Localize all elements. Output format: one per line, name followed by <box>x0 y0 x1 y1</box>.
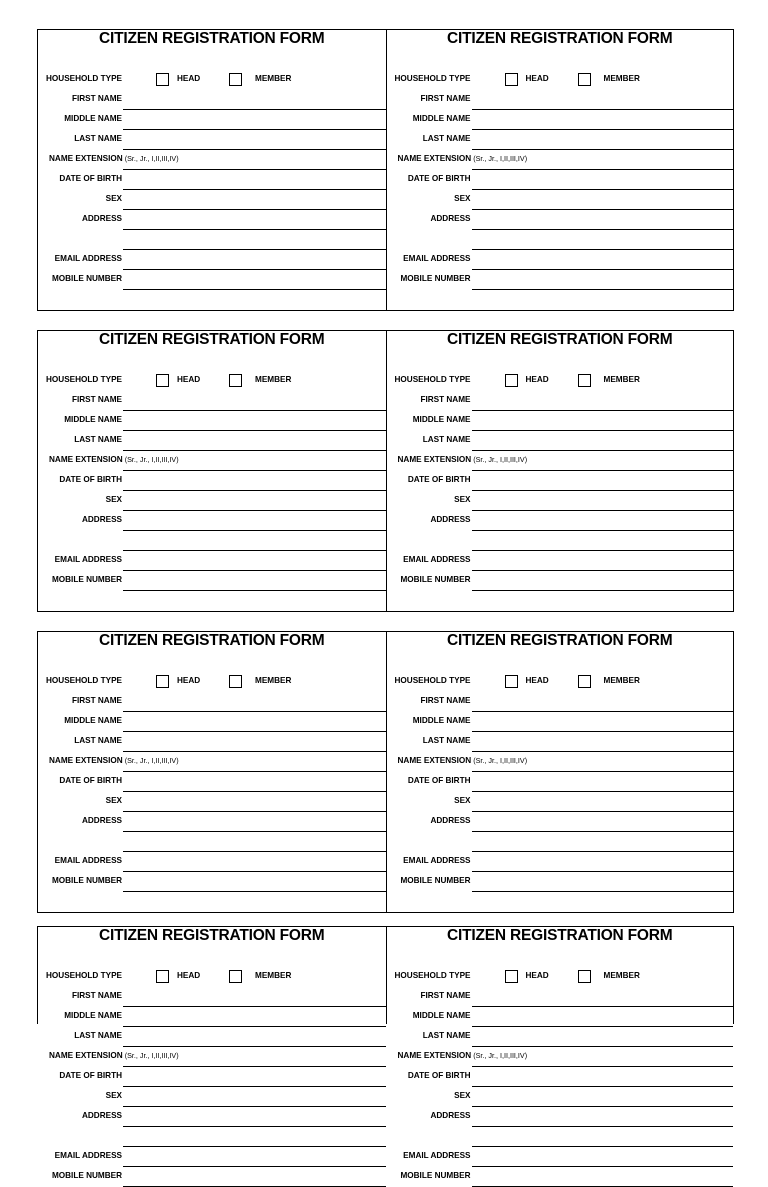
middle-name-label: MIDDLE NAME <box>64 114 122 123</box>
first-name-field[interactable] <box>123 410 386 411</box>
middle-name-field[interactable] <box>472 430 734 431</box>
sex-label: SEX <box>454 796 471 805</box>
last-name-field[interactable] <box>123 450 386 451</box>
date-of-birth-field[interactable] <box>123 1086 386 1087</box>
form-title: CITIZEN REGISTRATION FORM <box>99 927 325 944</box>
name-extension-field[interactable] <box>123 169 386 170</box>
first-name-label: FIRST NAME <box>420 94 471 103</box>
mobile-number-label: MOBILE NUMBER <box>51 274 122 283</box>
mobile-number-label: MOBILE NUMBER <box>51 575 122 584</box>
first-name-label: FIRST NAME <box>71 991 122 1000</box>
form-title: CITIZEN REGISTRATION FORM <box>99 331 325 348</box>
name-extension-text: NAME EXTENSION <box>397 1051 472 1060</box>
form-row-3 <box>37 631 734 913</box>
form-title: CITIZEN REGISTRATION FORM <box>99 632 325 649</box>
date-of-birth-field[interactable] <box>472 490 734 491</box>
sex-field[interactable] <box>123 209 386 210</box>
first-name-label: FIRST NAME <box>420 991 471 1000</box>
head-checkbox[interactable] <box>505 374 518 387</box>
member-option-label: MEMBER <box>255 971 292 980</box>
first-name-label: FIRST NAME <box>71 696 122 705</box>
last-name-label: LAST NAME <box>74 134 122 143</box>
address-label: ADDRESS <box>430 515 471 524</box>
address-field-line-1[interactable] <box>123 831 386 832</box>
middle-name-field[interactable] <box>472 731 734 732</box>
name-extension-hint: (Sr., Jr., I,II,III,IV) <box>473 455 528 464</box>
middle-name-label: MIDDLE NAME <box>412 114 471 123</box>
sex-label: SEX <box>105 1091 122 1100</box>
last-name-label: LAST NAME <box>422 736 471 745</box>
sex-field[interactable] <box>123 510 386 511</box>
email-address-label: EMAIL ADDRESS <box>403 555 471 564</box>
middle-name-field[interactable] <box>472 129 734 130</box>
member-checkbox[interactable] <box>229 675 242 688</box>
last-name-field[interactable] <box>472 1046 734 1047</box>
name-extension-field[interactable] <box>123 771 386 772</box>
mobile-number-field[interactable] <box>472 590 734 591</box>
date-of-birth-label: DATE OF BIRTH <box>59 174 122 183</box>
form-title: CITIZEN REGISTRATION FORM <box>447 632 673 649</box>
address-label: ADDRESS <box>430 1111 471 1120</box>
address-field-line-2[interactable] <box>123 1146 386 1147</box>
head-option-label: HEAD <box>525 375 549 384</box>
head-option-label: HEAD <box>177 74 201 83</box>
address-field-line-1[interactable] <box>472 831 734 832</box>
head-checkbox[interactable] <box>505 675 518 688</box>
email-address-field[interactable] <box>123 570 386 571</box>
middle-name-label: MIDDLE NAME <box>412 716 471 725</box>
household-type-label: HOUSEHOLD TYPE <box>46 971 122 980</box>
address-field-line-2[interactable] <box>472 851 734 852</box>
middle-name-field[interactable] <box>472 1026 734 1027</box>
household-type-label: HOUSEHOLD TYPE <box>46 74 122 83</box>
member-option-label: MEMBER <box>603 375 640 384</box>
household-type-label: HOUSEHOLD TYPE <box>394 375 471 384</box>
sex-label: SEX <box>105 194 122 203</box>
mobile-number-label: MOBILE NUMBER <box>400 1171 471 1180</box>
date-of-birth-field[interactable] <box>123 791 386 792</box>
registration-form-card <box>386 331 734 611</box>
form-title: CITIZEN REGISTRATION FORM <box>447 927 673 944</box>
last-name-label: LAST NAME <box>74 435 122 444</box>
email-address-label: EMAIL ADDRESS <box>403 856 471 865</box>
email-address-field[interactable] <box>472 570 734 571</box>
address-field-line-1[interactable] <box>123 530 386 531</box>
mobile-number-field[interactable] <box>123 289 386 290</box>
head-option-label: HEAD <box>525 74 549 83</box>
name-extension-hint: (Sr., Jr., I,II,III,IV) <box>473 1051 528 1060</box>
middle-name-label: MIDDLE NAME <box>412 1011 471 1020</box>
name-extension-hint: (Sr., Jr., I,II,III,IV) <box>124 756 179 765</box>
head-checkbox[interactable] <box>156 970 169 983</box>
name-extension-text: NAME EXTENSION <box>397 154 472 163</box>
name-extension-field[interactable] <box>123 1066 386 1067</box>
last-name-field[interactable] <box>123 149 386 150</box>
head-checkbox[interactable] <box>156 73 169 86</box>
sex-label: SEX <box>105 495 122 504</box>
name-extension-hint: (Sr., Jr., I,II,III,IV) <box>473 154 528 163</box>
registration-form-card <box>38 927 386 1180</box>
head-option-label: HEAD <box>177 971 201 980</box>
head-option-label: HEAD <box>525 971 549 980</box>
head-option-label: HEAD <box>525 676 549 685</box>
address-field-line-1[interactable] <box>472 229 734 230</box>
email-address-label: EMAIL ADDRESS <box>403 254 471 263</box>
first-name-field[interactable] <box>123 1006 386 1007</box>
address-field-line-1[interactable] <box>472 1126 734 1127</box>
last-name-label: LAST NAME <box>422 435 471 444</box>
mobile-number-label: MOBILE NUMBER <box>400 876 471 885</box>
name-extension-hint: (Sr., Jr., I,II,III,IV) <box>124 154 179 163</box>
first-name-label: FIRST NAME <box>71 94 122 103</box>
date-of-birth-field[interactable] <box>123 189 386 190</box>
date-of-birth-label: DATE OF BIRTH <box>407 776 471 785</box>
date-of-birth-field[interactable] <box>472 1086 734 1087</box>
form-row-4 <box>37 926 734 1180</box>
registration-form-card <box>386 927 734 1180</box>
registration-form-card <box>38 30 386 310</box>
email-address-field[interactable] <box>123 1166 386 1167</box>
name-extension-label <box>49 154 179 164</box>
registration-form-card <box>386 30 734 310</box>
member-checkbox[interactable] <box>578 73 591 86</box>
name-extension-text: NAME EXTENSION <box>49 455 123 464</box>
head-checkbox[interactable] <box>156 374 169 387</box>
email-address-field[interactable] <box>123 871 386 872</box>
last-name-field[interactable] <box>472 751 734 752</box>
email-address-label: EMAIL ADDRESS <box>54 555 122 564</box>
middle-name-label: MIDDLE NAME <box>64 716 122 725</box>
mobile-number-label: MOBILE NUMBER <box>51 1171 122 1180</box>
first-name-field[interactable] <box>472 109 734 110</box>
address-field-line-2[interactable] <box>472 1146 734 1147</box>
address-field-line-2[interactable] <box>123 851 386 852</box>
address-label: ADDRESS <box>430 214 471 223</box>
mobile-number-label: MOBILE NUMBER <box>400 274 471 283</box>
form-title: CITIZEN REGISTRATION FORM <box>99 30 325 47</box>
head-checkbox[interactable] <box>156 675 169 688</box>
address-field-line-1[interactable] <box>123 1126 386 1127</box>
date-of-birth-label: DATE OF BIRTH <box>59 776 122 785</box>
last-name-label: LAST NAME <box>422 1031 471 1040</box>
head-option-label: HEAD <box>177 676 201 685</box>
name-extension-label <box>398 756 528 766</box>
name-extension-field[interactable] <box>472 1066 734 1067</box>
last-name-field[interactable] <box>472 450 734 451</box>
member-checkbox[interactable] <box>578 970 591 983</box>
form-row-1 <box>37 29 734 311</box>
first-name-field[interactable] <box>472 1006 734 1007</box>
household-type-label: HOUSEHOLD TYPE <box>394 74 471 83</box>
member-checkbox[interactable] <box>229 970 242 983</box>
name-extension-text: NAME EXTENSION <box>49 1051 123 1060</box>
sex-field[interactable] <box>472 209 734 210</box>
member-checkbox[interactable] <box>578 675 591 688</box>
date-of-birth-label: DATE OF BIRTH <box>407 475 471 484</box>
name-extension-field[interactable] <box>472 169 734 170</box>
name-extension-label <box>398 154 528 164</box>
name-extension-text: NAME EXTENSION <box>49 756 123 765</box>
date-of-birth-label: DATE OF BIRTH <box>407 174 471 183</box>
name-extension-label <box>398 1051 528 1061</box>
name-extension-text: NAME EXTENSION <box>49 154 123 163</box>
name-extension-label <box>49 455 179 465</box>
first-name-label: FIRST NAME <box>71 395 122 404</box>
sex-field[interactable] <box>123 1106 386 1107</box>
form-title: CITIZEN REGISTRATION FORM <box>447 30 673 47</box>
sex-field[interactable] <box>472 811 734 812</box>
middle-name-field[interactable] <box>123 430 386 431</box>
middle-name-label: MIDDLE NAME <box>64 1011 122 1020</box>
first-name-label: FIRST NAME <box>420 696 471 705</box>
name-extension-label <box>398 455 528 465</box>
name-extension-field[interactable] <box>472 470 734 471</box>
last-name-field[interactable] <box>123 1046 386 1047</box>
address-label: ADDRESS <box>81 816 122 825</box>
mobile-number-label: MOBILE NUMBER <box>400 575 471 584</box>
email-address-label: EMAIL ADDRESS <box>54 1151 122 1160</box>
name-extension-text: NAME EXTENSION <box>397 756 472 765</box>
head-checkbox[interactable] <box>505 73 518 86</box>
member-checkbox[interactable] <box>578 374 591 387</box>
member-option-label: MEMBER <box>255 676 292 685</box>
mobile-number-field[interactable] <box>472 891 734 892</box>
address-field-line-1[interactable] <box>123 229 386 230</box>
middle-name-field[interactable] <box>123 1026 386 1027</box>
form-title: CITIZEN REGISTRATION FORM <box>447 331 673 348</box>
household-type-label: HOUSEHOLD TYPE <box>46 676 122 685</box>
date-of-birth-field[interactable] <box>472 791 734 792</box>
sex-label: SEX <box>454 1091 471 1100</box>
last-name-label: LAST NAME <box>74 1031 122 1040</box>
sex-field[interactable] <box>123 811 386 812</box>
last-name-field[interactable] <box>123 751 386 752</box>
email-address-label: EMAIL ADDRESS <box>54 254 122 263</box>
name-extension-field[interactable] <box>472 771 734 772</box>
registration-form-card <box>38 632 386 912</box>
address-field-line-2[interactable] <box>472 550 734 551</box>
sex-label: SEX <box>105 796 122 805</box>
name-extension-field[interactable] <box>123 470 386 471</box>
first-name-field[interactable] <box>472 410 734 411</box>
first-name-label: FIRST NAME <box>420 395 471 404</box>
last-name-label: LAST NAME <box>422 134 471 143</box>
household-type-label: HOUSEHOLD TYPE <box>46 375 122 384</box>
middle-name-field[interactable] <box>123 731 386 732</box>
name-extension-hint: (Sr., Jr., I,II,III,IV) <box>124 455 179 464</box>
member-option-label: MEMBER <box>603 676 640 685</box>
mobile-number-field[interactable] <box>123 891 386 892</box>
last-name-label: LAST NAME <box>74 736 122 745</box>
mobile-number-field[interactable] <box>472 289 734 290</box>
address-field-line-2[interactable] <box>123 550 386 551</box>
sex-field[interactable] <box>472 510 734 511</box>
address-label: ADDRESS <box>81 1111 122 1120</box>
date-of-birth-label: DATE OF BIRTH <box>407 1071 471 1080</box>
name-extension-hint: (Sr., Jr., I,II,III,IV) <box>124 1051 179 1060</box>
name-extension-label <box>49 756 179 766</box>
email-address-field[interactable] <box>472 1166 734 1167</box>
email-address-field[interactable] <box>472 871 734 872</box>
member-option-label: MEMBER <box>603 971 640 980</box>
mobile-number-field[interactable] <box>123 590 386 591</box>
member-option-label: MEMBER <box>603 74 640 83</box>
date-of-birth-field[interactable] <box>472 189 734 190</box>
email-address-label: EMAIL ADDRESS <box>403 1151 471 1160</box>
name-extension-hint: (Sr., Jr., I,II,III,IV) <box>473 756 528 765</box>
middle-name-field[interactable] <box>123 129 386 130</box>
middle-name-label: MIDDLE NAME <box>412 415 471 424</box>
member-option-label: MEMBER <box>255 74 292 83</box>
sex-label: SEX <box>454 495 471 504</box>
form-row-2 <box>37 330 734 612</box>
registration-form-card <box>38 331 386 611</box>
registration-form-card <box>386 632 734 912</box>
address-field-line-2[interactable] <box>472 249 734 250</box>
date-of-birth-label: DATE OF BIRTH <box>59 1071 122 1080</box>
head-checkbox[interactable] <box>505 970 518 983</box>
email-address-label: EMAIL ADDRESS <box>54 856 122 865</box>
address-label: ADDRESS <box>430 816 471 825</box>
email-address-field[interactable] <box>472 269 734 270</box>
middle-name-label: MIDDLE NAME <box>64 415 122 424</box>
sex-field[interactable] <box>472 1106 734 1107</box>
name-extension-text: NAME EXTENSION <box>397 455 472 464</box>
first-name-field[interactable] <box>123 109 386 110</box>
first-name-field[interactable] <box>123 711 386 712</box>
last-name-field[interactable] <box>472 149 734 150</box>
address-field-line-1[interactable] <box>472 530 734 531</box>
member-option-label: MEMBER <box>255 375 292 384</box>
sex-label: SEX <box>454 194 471 203</box>
member-checkbox[interactable] <box>229 374 242 387</box>
address-label: ADDRESS <box>81 515 122 524</box>
date-of-birth-field[interactable] <box>123 490 386 491</box>
household-type-label: HOUSEHOLD TYPE <box>394 676 471 685</box>
head-option-label: HEAD <box>177 375 201 384</box>
name-extension-label <box>49 1051 179 1061</box>
household-type-label: HOUSEHOLD TYPE <box>394 971 471 980</box>
member-checkbox[interactable] <box>229 73 242 86</box>
first-name-field[interactable] <box>472 711 734 712</box>
mobile-number-label: MOBILE NUMBER <box>51 876 122 885</box>
address-label: ADDRESS <box>81 214 122 223</box>
email-address-field[interactable] <box>123 269 386 270</box>
date-of-birth-label: DATE OF BIRTH <box>59 475 122 484</box>
address-field-line-2[interactable] <box>123 249 386 250</box>
